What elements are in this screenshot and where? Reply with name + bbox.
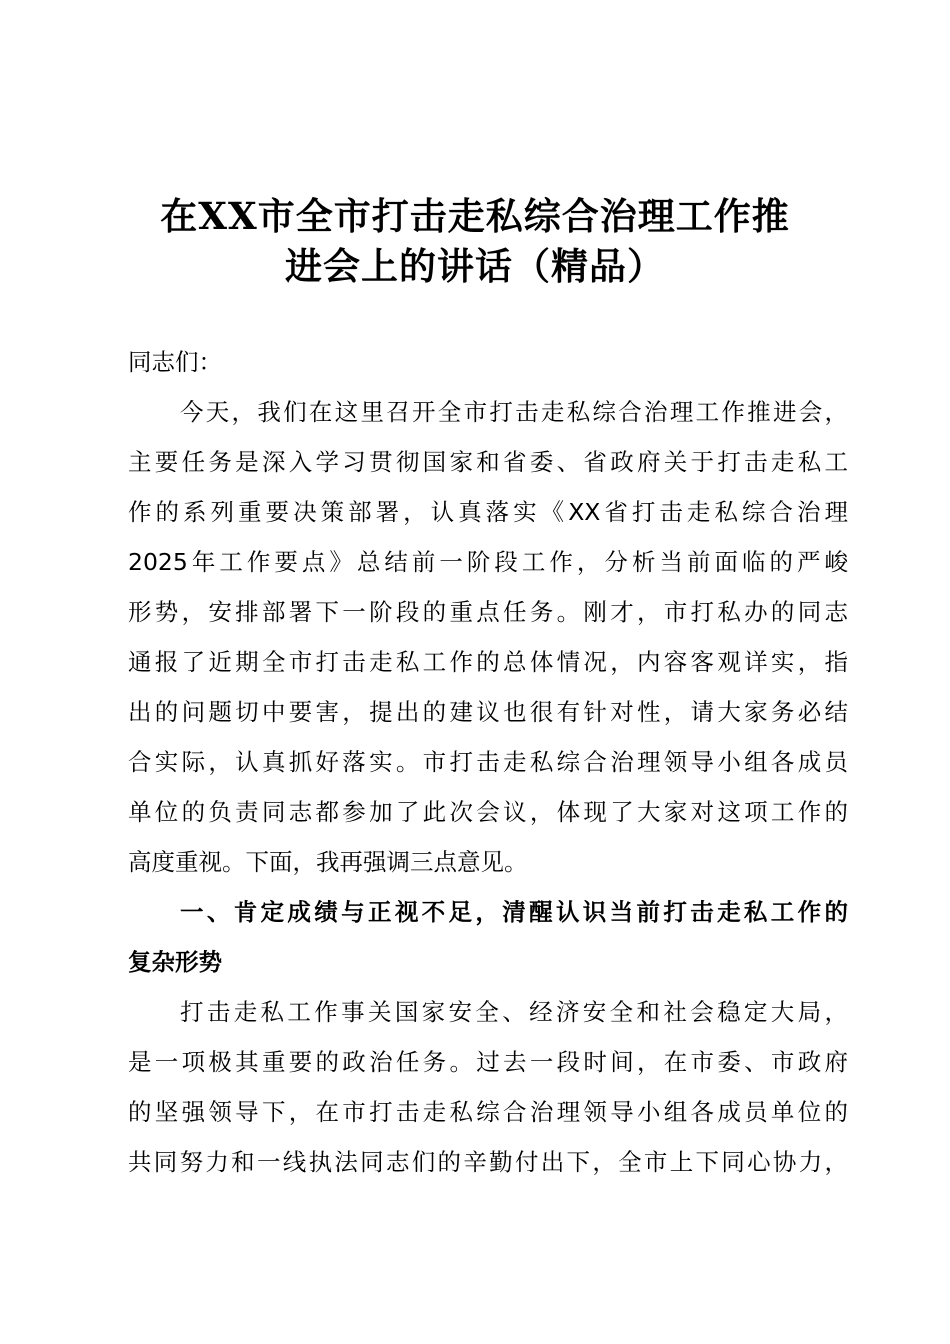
document-title-line-1: 在XX市全市打击走私综合治理工作推: [160, 194, 790, 238]
section-heading-1: 一、肯定成绩与正视不足，清醒认识当前打击走私工作的: [180, 898, 848, 926]
paragraph-1-line: 通报了近期全市打击走私工作的总体情况，内容客观详实，指: [128, 648, 848, 676]
paragraph-1-line: 形势，安排部署下一阶段的重点任务。刚才，市打私办的同志: [128, 598, 848, 626]
paragraph-1-line: 今天，我们在这里召开全市打击走私综合治理工作推进会，: [180, 398, 848, 426]
paragraph-1-line: 单位的负责同志都参加了此次会议，体现了大家对这项工作的: [128, 798, 848, 826]
document-title-line-2: 进会上的讲话（精品）: [285, 244, 665, 288]
paragraph-1-line: 高度重视。下面，我再强调三点意见。: [128, 848, 528, 876]
paragraph-2-line: 的坚强领导下，在市打击走私综合治理领导小组各成员单位的: [128, 1098, 848, 1126]
paragraph-2-line: 是一项极其重要的政治任务。过去一段时间，在市委、市政府: [128, 1048, 848, 1076]
section-heading-1-continued: 复杂形势: [128, 948, 222, 976]
paragraph-1-line: 出的问题切中要害，提出的建议也很有针对性，请大家务必结: [128, 698, 848, 726]
paragraph-1-line: 主要任务是深入学习贯彻国家和省委、省政府关于打击走私工: [128, 448, 848, 476]
paragraph-2-line: 共同努力和一线执法同志们的辛勤付出下，全市上下同心协力，: [128, 1148, 848, 1176]
paragraph-1-line: 作的系列重要决策部署，认真落实《XX省打击走私综合治理: [128, 498, 848, 526]
paragraph-2-line: 打击走私工作事关国家安全、经济安全和社会稳定大局，: [180, 998, 848, 1026]
paragraph-1-line: 合实际，认真抓好落实。市打击走私综合治理领导小组各成员: [128, 748, 848, 776]
paragraph-1-line: 2025年工作要点》总结前一阶段工作，分析当前面临的严峻: [128, 548, 848, 576]
salutation: 同志们：: [128, 348, 222, 376]
